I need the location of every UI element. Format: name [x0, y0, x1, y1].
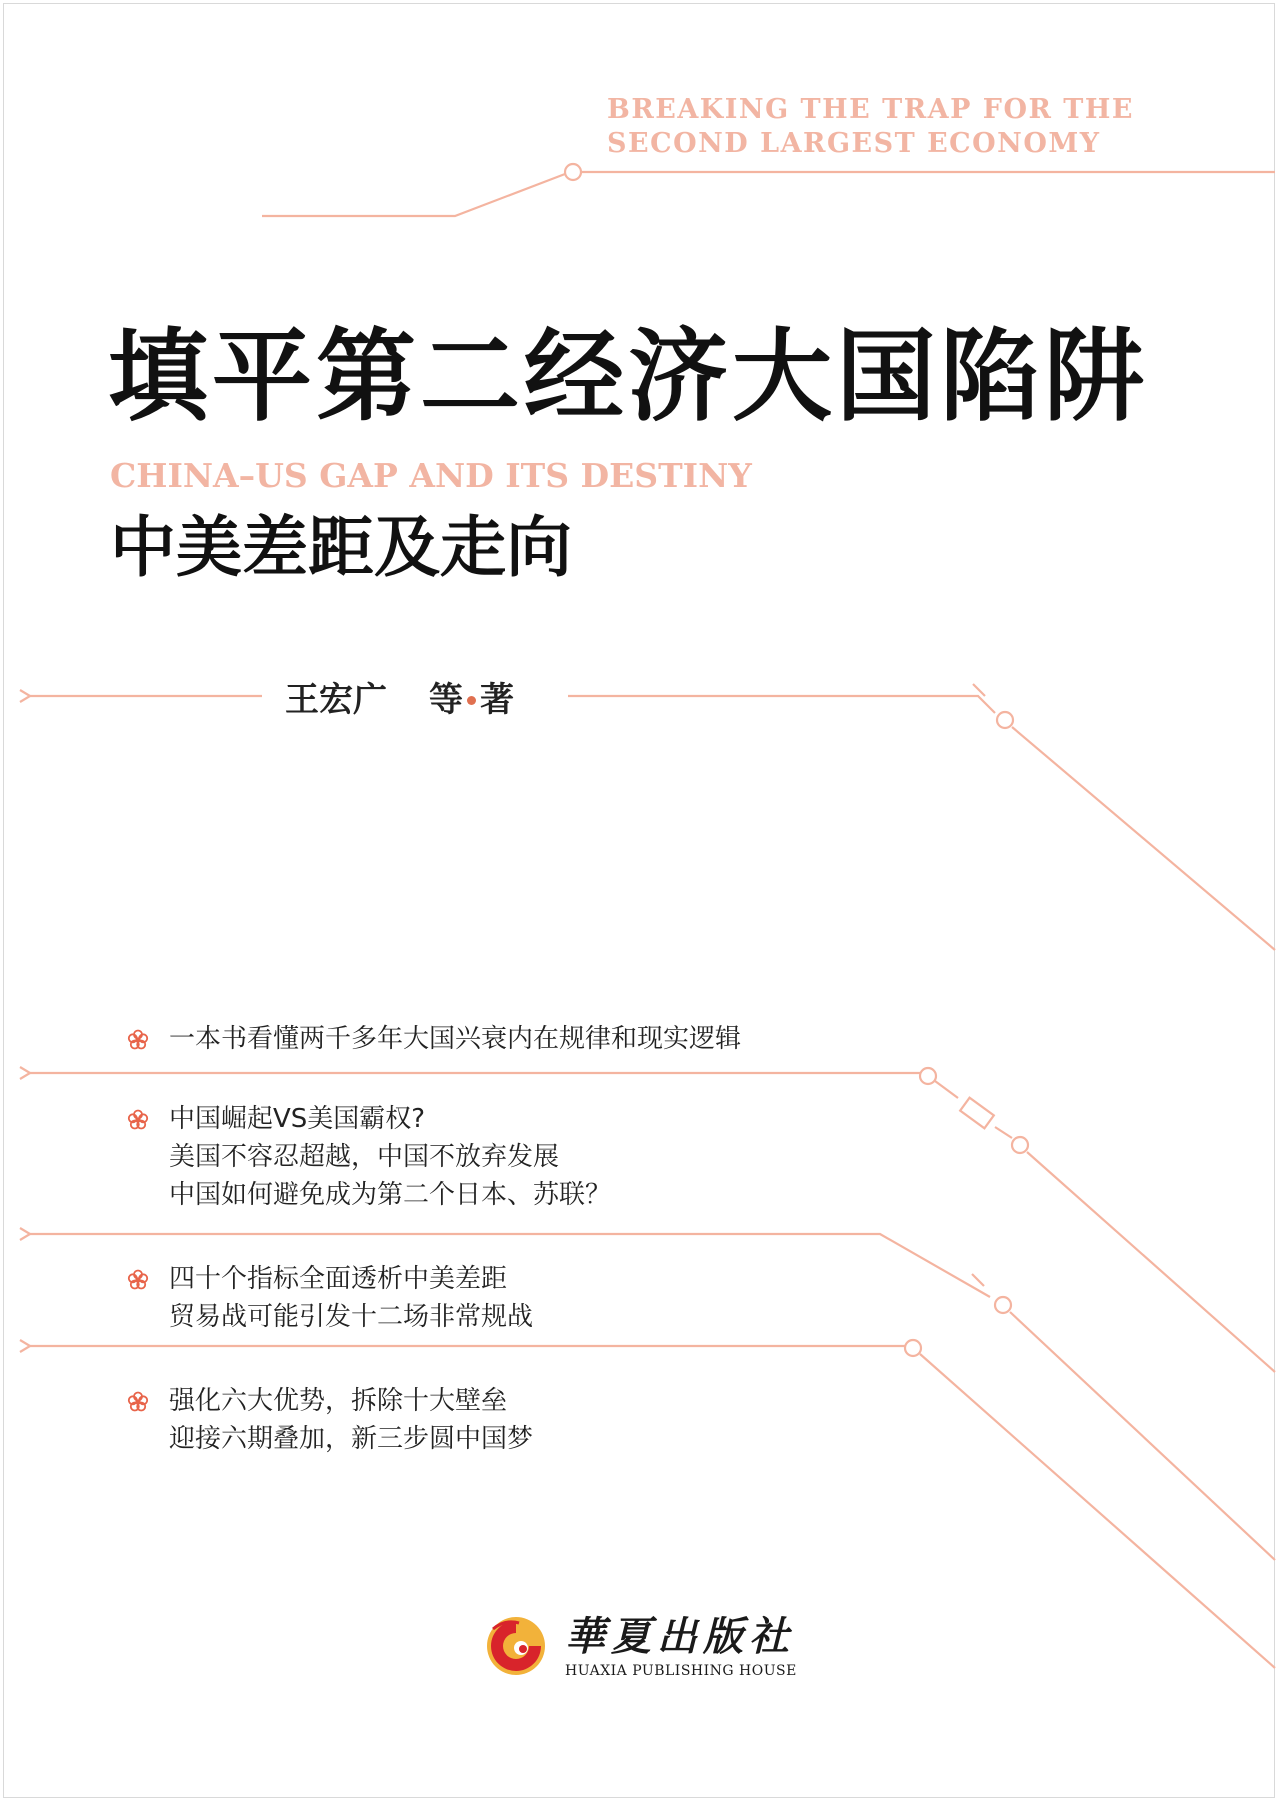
english-subtitle-line: BREAKING THE TRAP FOR THE	[607, 94, 1134, 125]
huaxia-logo-icon	[485, 1615, 547, 1677]
english-subtitle-line: SECOND LARGEST ECONOMY	[607, 128, 1101, 159]
book-subtitle: 中美差距及走向	[110, 508, 572, 586]
circuit-line-b1-left	[20, 1067, 30, 1079]
circuit-line-author-right	[568, 696, 995, 713]
circuit-line-author-hook	[973, 684, 985, 696]
circuit-line-b2-diag	[1010, 1312, 1275, 1560]
publisher-name-en: HUAXIA PUBLISHING HOUSE	[565, 1663, 797, 1679]
circuit-line-b2-left	[20, 1228, 30, 1240]
english-title: CHINA–US GAP AND ITS DESTINY	[110, 456, 752, 495]
publisher-mark	[485, 1612, 797, 1680]
author-line	[285, 678, 514, 722]
circuit-node	[905, 1340, 921, 1356]
feature-line: 中国崛起VS美国霸权?	[169, 1104, 426, 1134]
flower-icon	[127, 1109, 149, 1131]
feature-line: 四十个指标全面透析中美差距	[169, 1264, 508, 1294]
english-subtitle	[607, 93, 1134, 161]
author-suffix-written: 著	[480, 680, 514, 720]
feature-item	[127, 1382, 533, 1458]
feature-line: 一本书看懂两千多年大国兴衰内在规律和现实逻辑	[169, 1024, 742, 1054]
flower-icon	[127, 1391, 149, 1413]
flower-icon	[127, 1029, 149, 1051]
circuit-node	[995, 1297, 1011, 1313]
publisher-names	[565, 1612, 797, 1680]
circuit-line-b1-diag3	[1027, 1152, 1275, 1372]
circuit-line-top	[262, 174, 565, 216]
circuit-chip	[960, 1098, 994, 1129]
circuit-node	[565, 164, 581, 180]
feature-text	[169, 1382, 533, 1458]
circuit-line-author-left	[20, 690, 30, 702]
book-title: 填平第二经济大国陷阱	[108, 318, 1148, 435]
author-name: 王宏广	[285, 680, 387, 720]
feature-line: 迎接六期叠加，新三步圆中国梦	[169, 1424, 534, 1454]
feature-text	[169, 1020, 741, 1058]
feature-line: 美国不容忍超越，中国不放弃发展	[169, 1142, 560, 1172]
circuit-line-b3-left	[20, 1340, 30, 1352]
flower-icon	[127, 1269, 149, 1291]
circuit-line-b1-diag	[935, 1081, 958, 1098]
circuit-line-b1-diag2	[995, 1127, 1012, 1138]
feature-text	[169, 1260, 533, 1336]
circuit-node	[997, 712, 1013, 728]
separator-dot-icon	[467, 696, 476, 705]
feature-line: 贸易战可能引发十二场非常规战	[169, 1302, 534, 1332]
circuit-line-author-diagonal	[1012, 727, 1275, 950]
circuit-node	[920, 1068, 936, 1084]
feature-line: 强化六大优势，拆除十大壁垒	[169, 1386, 508, 1416]
circuit-line-b2-hook	[972, 1274, 984, 1286]
feature-item	[127, 1260, 533, 1336]
feature-item	[127, 1100, 611, 1214]
feature-item	[127, 1020, 741, 1058]
feature-text	[169, 1100, 611, 1214]
author-suffix-etal: 等	[429, 680, 463, 720]
feature-line: 中国如何避免成为第二个日本、苏联？	[169, 1180, 612, 1210]
circuit-node	[1012, 1137, 1028, 1153]
publisher-name-cn: 華夏出版社	[565, 1613, 795, 1660]
